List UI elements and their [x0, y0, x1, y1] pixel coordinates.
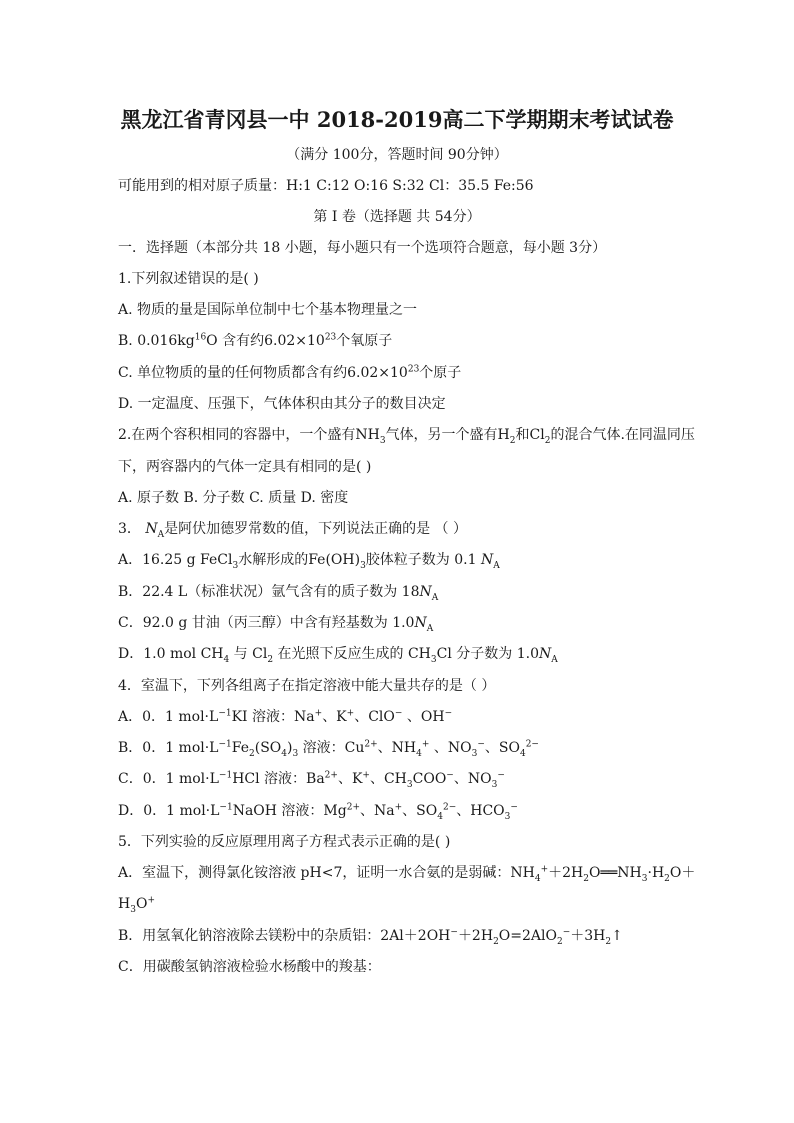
exam-subtitle: （满分 100分，答题时间 90分钟） — [286, 147, 508, 163]
q5-option-a-line1: A．室温下，测得氯化铵溶液 pH<7，证明一水合氨的是弱碱：$NH_4^++2H_2O══NH_3\cdot H_2O+$ — [118, 864, 696, 884]
q3-stem: 3． $N_A$是阿伏加德罗常数的值，下列说法正确的是 （ ） — [118, 521, 468, 540]
q2-stem-line2: 下，两容器内的气体一定具有相同的是( ) — [118, 459, 372, 475]
q3-option-c: C．92.0 g 甘油（丙三醇）中含有羟基数为 $1.0N_A$ — [118, 615, 434, 634]
q4-option-a: A．0．1 $mol\cdot L^{-1}KI$ 溶液：Na+、K+、ClO− 、OH− — [118, 708, 453, 725]
q1-option-b: B. $0.016kg^{16}O$ 含有约$6.02\times 10^{23}$个氧原子 — [118, 332, 393, 349]
q4-option-b: B．0．1 $mol\cdot L^{-1}Fe_2(SO_4)_3$ 溶液：$Cu^{2+}$、$NH_4^+$ 、$NO_3^-$、$SO_4^{2-}$ — [118, 739, 539, 759]
q3-option-b: B．22.4 L（标准状况）氩气含有的质子数为 $18N_A$ — [118, 584, 439, 603]
atomic-masses: 可能用到的相对原子质量：H:1 C:12 O:16 S:32 Cl：35.5 Fe:56 — [118, 178, 534, 194]
q1-stem: 1.下列叙述错误的是( ) — [118, 271, 259, 287]
section-heading: 第 I 卷（选择题 共 54分） — [313, 209, 481, 225]
q3-option-d: D．1.0 mol $CH_4$ 与 $Cl_2$ 在光照下反应生成的 $CH_3Cl$ 分子数为 $1.0N_A$ — [118, 646, 558, 665]
q4-stem: 4．室温下，下列各组离子在指定溶液中能大量共存的是（ ） — [118, 678, 496, 694]
q4-option-c: C．0．1 $mol\cdot L^{-1}HCl$ 溶液：$Ba^{2+}$、K+、$CH_3COO^-$、$NO_3^-$ — [118, 770, 505, 790]
q5-option-c: C．用碳酸氢钠溶液检验水杨酸中的羧基： — [118, 959, 381, 975]
q1-option-c: C. 单位物质的量的任何物质都含有约$6.02\times 10^{23}$个原子 — [118, 364, 462, 381]
q1-option-a: A. 物质的量是国际单位制中七个基本物理量之一 — [118, 302, 418, 318]
q2-stem-line1: 2.在两个容积相同的容器中，一个盛有$NH_3$气体，另一个盛有$H_2$和$Cl_2$的混合气体.在同温同压 — [118, 427, 695, 446]
q5-option-a-line2: $H_3O^+$ — [118, 895, 155, 915]
q1-option-d: D. 一定温度、压强下，气体体积由其分子的数目决定 — [118, 396, 446, 412]
q2-options: A. 原子数 B. 分子数 C. 质量 D. 密度 — [118, 490, 349, 506]
q5-option-b: B．用氢氧化钠溶液除去镁粉中的杂质铝：$2Al+2OH^-+2H_2O=2AlO_2^-+3H_2↑$ — [118, 927, 623, 947]
section-intro: 一．选择题（本部分共 18 小题，每小题只有一个选项符合题意，每小题 3分） — [118, 240, 607, 256]
q4-option-d: D．0．1 $mol\cdot L^{-1}NaOH$ 溶液：$Mg^{2+}$、Na+、$SO_4^{2-}$、$HCO_3^-$ — [118, 802, 518, 822]
q5-stem: 5．下列实验的反应原理用离子方程式表示正确的是( ) — [118, 834, 451, 850]
q3-option-a: A．16.25 g FeCl$_3$水解形成的$Fe(OH)_3$胶体粒子数为 0.1 $N_A$ — [118, 552, 500, 571]
exam-title: 黑龙江省青冈县一中 2018-2019高二下学期期末考试试卷 — [120, 107, 674, 132]
